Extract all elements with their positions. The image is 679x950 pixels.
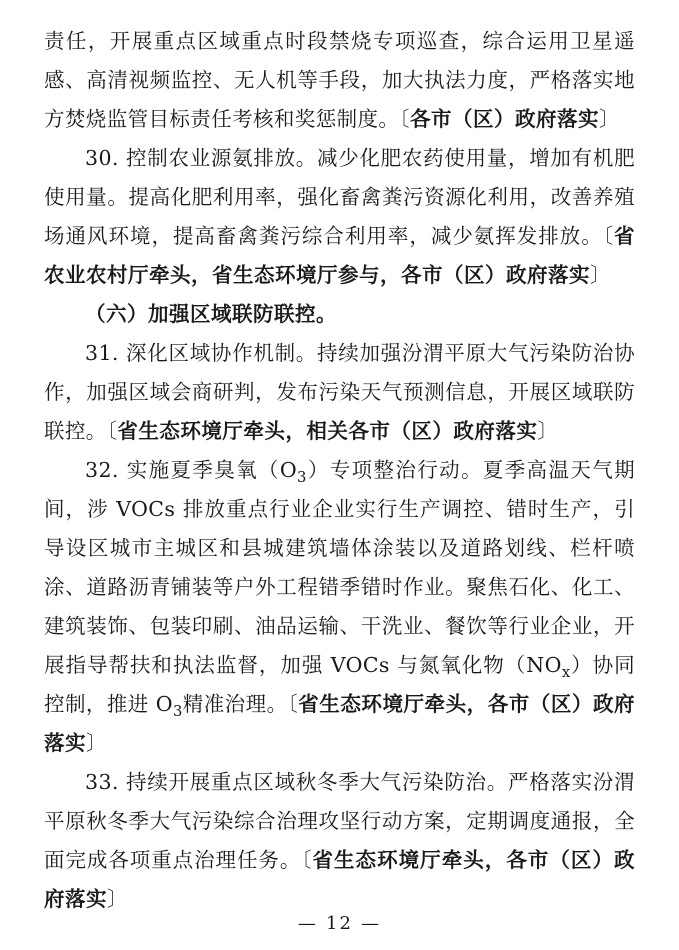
- paragraph-text: 〕: [86, 731, 107, 755]
- paragraph-text: ）协同控制，推进 O: [44, 653, 635, 716]
- footer-dash-right: —: [360, 913, 381, 934]
- paragraph-text: 33. 持续开展重点区域秋冬季大气污染防治。严格落实汾渭平原秋冬季大气污染综合治理攻坚行动方案，定期调度通报，全面完成各项重点治理任务。〔: [44, 770, 635, 872]
- bracket-close: 〕: [537, 419, 559, 443]
- bracket-close: 〕: [107, 887, 128, 911]
- chemical-subscript: 3: [172, 703, 183, 721]
- paragraph-text: 32. 实施夏季臭氧（O: [85, 458, 298, 482]
- chemical-subscript: 3: [297, 469, 307, 487]
- paragraph-item-33: [44, 763, 635, 919]
- paragraph-text: ）专项整治行动。夏季高温天气期间，涉 VOCs 排放重点行业企业实行生产调控、错时生产，引导设区城市主城区和县城建筑墙体涂装以及道路划线、栏杆喷涂、道路沥青铺装等户外工程错季错时作业。聚焦石化、化工、建筑装饰、包装印刷、油品运输、干洗业、餐饮等行业企业，开展指导帮扶和执法监督，加强 VOCs 与氮氧化物（NO: [44, 458, 635, 677]
- responsible-unit-bold: 省生态环境厅牵头，各市（区）政府落实: [44, 848, 636, 911]
- responsible-unit-bold: 各市（区）政府落实: [409, 107, 599, 131]
- responsible-unit-bold: 省生态环境厅牵头，相关各市（区）政府落实: [117, 419, 538, 443]
- paragraph-text: 精准治理。〔: [182, 692, 299, 716]
- bracket-close: 〕: [590, 263, 611, 287]
- section-heading-six: （六）加强区域联防联控。: [85, 302, 337, 326]
- chemical-subscript: x: [561, 664, 571, 682]
- paragraph-text: 30. 控制农业源氨排放。减少化肥农药使用量，增加有机肥使用量。提高化肥利用率，强化畜禽粪污资源化利用，改善养殖场通风环境，提高畜禽粪污综合利用率，减少氨挥发排放。〔: [44, 146, 635, 248]
- footer-dash-left: —: [298, 913, 319, 934]
- responsible-unit-bold: 省生态环境厅牵头，各市（区）政府落实: [44, 692, 636, 755]
- bracket-close: 〕: [598, 107, 620, 131]
- page-number: 12: [326, 913, 353, 934]
- paragraph-text: 31. 深化区域协作机制。持续加强汾渭平原大气污染防治协作，加强区域会商研判，发布污染天气预测信息，开展区域联防联控。〔: [44, 341, 635, 443]
- paragraph-item-32: [44, 451, 635, 763]
- paragraph-continued-29: [44, 22, 635, 139]
- paragraph-text: 责任，开展重点区域重点时段禁烧专项巡查，综合运用卫星遥感、高清视频监控、无人机等手段，加大执法力度，严格落实地方焚烧监管目标责任考核和奖惩制度。〔: [44, 29, 635, 131]
- paragraph-item-31: [44, 334, 635, 451]
- page-footer: [0, 913, 679, 934]
- responsible-unit-bold: 省农业农村厅牵头，省生态环境厅参与，各市（区）政府落实: [44, 224, 635, 287]
- paragraph-item-30: [44, 139, 635, 295]
